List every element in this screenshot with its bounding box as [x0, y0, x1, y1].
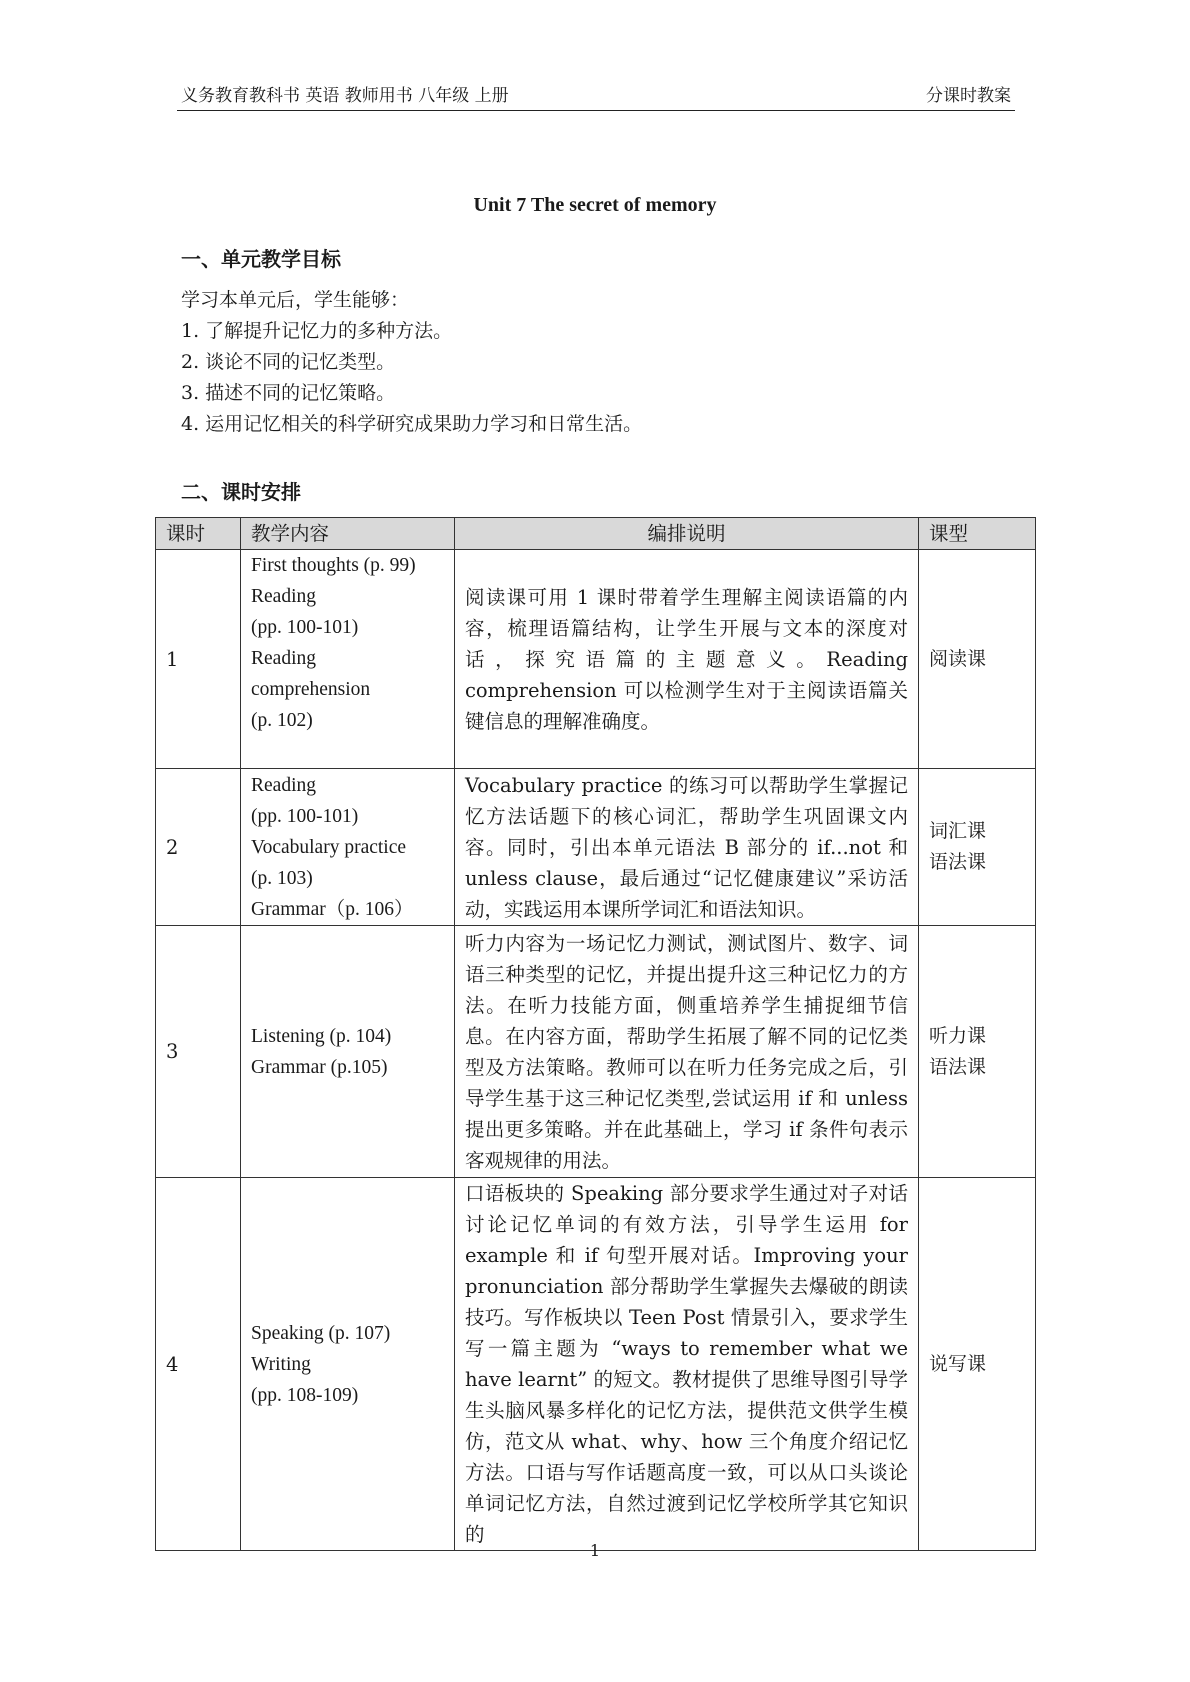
table-header-row: [156, 518, 1036, 550]
unit-title: Unit 7 The secret of memory: [473, 194, 717, 216]
lesson-description: 听力内容为一场记忆力测试，测试图片、数字、词语三种类型的记忆，并提出提升这三种记忆力的方法。在听力技能方面，侧重培养学生捕捉细节信息。在内容方面，帮助学生拓展了解不同的记忆类型及方法策略。教师可以在听力任务完成之后，引导学生基于这三种记忆类型,尝试运用 if 和 unless 提出更多策略。并在此基础上，学习 if 条件句表示客观规律的用法。: [455, 926, 919, 1178]
lesson-type: [919, 769, 1036, 926]
content-line: Grammar (p.105): [251, 1056, 388, 1078]
lesson-type: [919, 550, 1036, 769]
content-line: (p. 103): [251, 867, 313, 889]
type-line: 阅读课: [929, 647, 987, 670]
content-line: Vocabulary practice: [251, 836, 407, 858]
header-type: 课型: [919, 518, 1036, 550]
content-line: Reading: [251, 586, 316, 607]
content-line: Reading: [251, 648, 316, 669]
lesson-description: 阅读课可用 1 课时带着学生理解主阅读语篇的内容，梳理语篇结构，让学生开展与文本的深度对话，探究语篇的主题意义。Reading comprehension 可以检测学生对于主阅读语篇关键信息的理解准确度。: [455, 550, 919, 769]
type-line: 语法课: [929, 851, 987, 873]
table-row: [156, 1178, 1036, 1551]
lesson-number: 2: [156, 769, 241, 926]
objectives-intro: 学习本单元后，学生能够：: [181, 289, 410, 311]
header-book-title: 义务教育教科书 英语 教师用书 八年级 上册: [181, 86, 509, 106]
lesson-number: 4: [156, 1178, 241, 1551]
lesson-content: [241, 550, 455, 769]
schedule-table: [155, 517, 1036, 1551]
page-header: [177, 84, 1015, 111]
content-line: (p. 102): [251, 710, 313, 731]
table-row: [156, 926, 1036, 1178]
header-doc-type: 分课时教案: [926, 86, 1011, 106]
page-number: 1: [589, 1541, 601, 1560]
lesson-type: [919, 1178, 1036, 1551]
objectives-list: [181, 285, 642, 440]
header-content: 教学内容: [241, 518, 455, 550]
type-line: 语法课: [929, 1055, 987, 1078]
lesson-content: [241, 769, 455, 926]
objective-item: 1. 了解提升记忆力的多种方法。: [181, 320, 453, 342]
header-lesson: 课时: [156, 518, 241, 550]
section2-heading: 二、课时安排: [181, 480, 301, 504]
content-line: (pp. 108-109): [251, 1384, 359, 1406]
objective-item: 3. 描述不同的记忆策略。: [181, 382, 396, 404]
lesson-description: 口语板块的 Speaking 部分要求学生通过对子对话讨论记忆单词的有效方法，引导学生运用 for example 和 if 句型开展对话。Improving your pronunciation 部分帮助学生掌握失去爆破的朗读技巧。写作板块以 Teen Post 情景引入，要求学生写一篇主题为 “ways to remember what we have learnt” 的短文。教材提供了思维导图引导学生头脑风暴多样化的记忆方法，提供范文供学生模仿，范文从 what、why、how 三个角度介绍记忆方法。口语与写作话题高度一致，可以从口头谈论单词记忆方法，自然过渡到记忆学校所学其它知识的: [455, 1178, 919, 1551]
header-description: 编排说明: [455, 518, 919, 550]
content-line: comprehension: [251, 679, 371, 700]
content-line: Grammar（p. 106）: [251, 898, 414, 920]
type-line: 听力课: [929, 1024, 987, 1047]
lesson-description: Vocabulary practice 的练习可以帮助学生掌握记忆方法话题下的核心词汇，帮助学生巩固课文内容。同时，引出本单元语法 B 部分的 if...not 和 unless clause，最后通过“记忆健康建议”采访活动，实践运用本课所学词汇和语法知识。: [455, 769, 919, 926]
content-line: Speaking (p. 107): [251, 1322, 391, 1344]
lesson-content: [241, 1178, 455, 1551]
objective-item: 2. 谈论不同的记忆类型。: [181, 351, 396, 373]
content-line: Writing: [251, 1353, 311, 1375]
lesson-number: 1: [156, 550, 241, 769]
content-line: (pp. 100-101): [251, 805, 359, 827]
lesson-number: 3: [156, 926, 241, 1178]
content-line: Reading: [251, 774, 316, 796]
content-line: First thoughts (p. 99): [251, 555, 416, 576]
table-row: [156, 550, 1036, 769]
objective-item: 4. 运用记忆相关的科学研究成果助力学习和日常生活。: [181, 413, 643, 435]
content-line: (pp. 100-101): [251, 617, 359, 638]
lesson-type: [919, 926, 1036, 1178]
table-row: [156, 769, 1036, 926]
content-line: Listening (p. 104): [251, 1025, 392, 1047]
lesson-content: [241, 926, 455, 1178]
type-line: 词汇课: [929, 820, 987, 842]
type-line: 说写课: [929, 1352, 987, 1375]
section1-heading: 一、单元教学目标: [181, 247, 341, 271]
